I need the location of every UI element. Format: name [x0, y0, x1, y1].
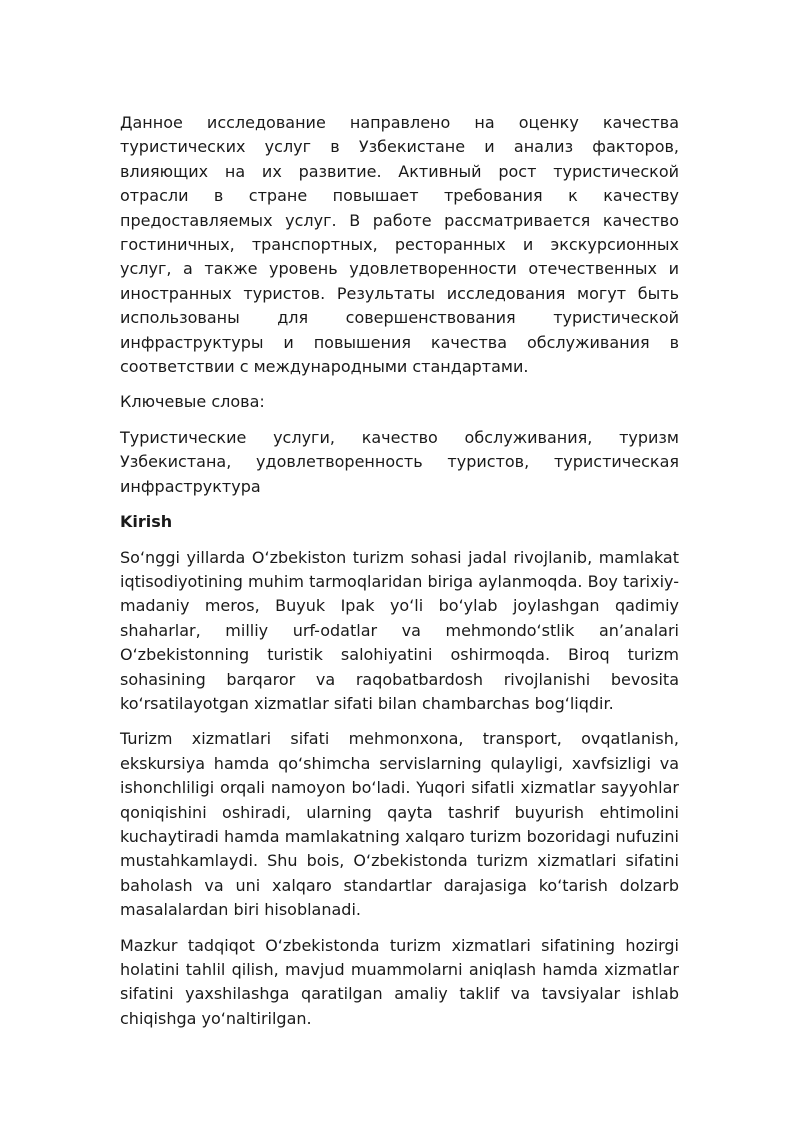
- body-paragraph-3: Mazkur tadqiqot O‘zbekistonda turizm xizmatlari sifatining hozirgi holatini tahlil qilish, mavjud muammolarni aniqlash hamda xizmatlar sifatini yaxshilashga qaratilgan amaliy taklif va tavsiyalar ishlab chiqishga yo‘naltirilgan.: [120, 935, 679, 1028]
- abstract-paragraph: Данное исследование направлено на оценку качества туристических услуг в Узбекистане и анализ факторов, влияющих на их развитие. Активный рост туристической отрасли в стране повышает требования к качеству предоставляемых услуг. В работе рассматривается качество гостиничных, транспортных, ресторанных и экскурсионных услуг, а также уровень удовлетворенности отечественных и иностранных туристов. Результаты исследования могут быть использованы для совершенствования туристической инфраструктуры и повышения качества обслуживания в соответствии с международными стандартами.: [120, 113, 679, 377]
- section-title: Kirish: [120, 512, 173, 532]
- keywords-label: Ключевые слова:: [120, 392, 265, 412]
- document-page: [120, 111, 679, 1042]
- keywords-paragraph: Туристические услуги, качество обслуживания, туризм Узбекистана, удовлетворенность туристов, туристическая инфраструктура: [120, 427, 679, 496]
- body-paragraph-2: Turizm xizmatlari sifati mehmonxona, transport, ovqatlanish, ekskursiya hamda qo‘shimcha servislarning qulayligi, xavfsizligi va ishonchliligi orqali namoyon bo‘ladi. Yuqori sifatli xizmatlar sayyohlar qoniqishini oshiradi, ularning qayta tashrif buyurish ehtimolini kuchaytiradi hamda mamlakatning xalqaro turizm bozoridagi nufuzini mustahkamlaydi. Shu bois, O‘zbekistonda turizm xizmatlari sifatini baholash va uni xalqaro standartlar darajasiga ko‘tarish dolzarb masalalardan biri hisoblanadi.: [120, 729, 679, 920]
- body-paragraph-1: So‘nggi yillarda O‘zbekiston turizm sohasi jadal rivojlanib, mamlakat iqtisodiyotining muhim tarmoqlaridan biriga aylanmoqda. Boy tarixiy-madaniy meros, Buyuk Ipak yo‘li bo‘ylab joylashgan qadimiy shaharlar, milliy urf-odatlar va mehmondo‘stlik an’analari O‘zbekistonning turistik salohiyatini oshirmoqda. Biroq turizm sohasining barqaror va raqobatbardosh rivojlanishi bevosita ko‘rsatilayotgan xizmatlar sifati bilan chambarchas bog‘liqdir.: [120, 547, 679, 713]
